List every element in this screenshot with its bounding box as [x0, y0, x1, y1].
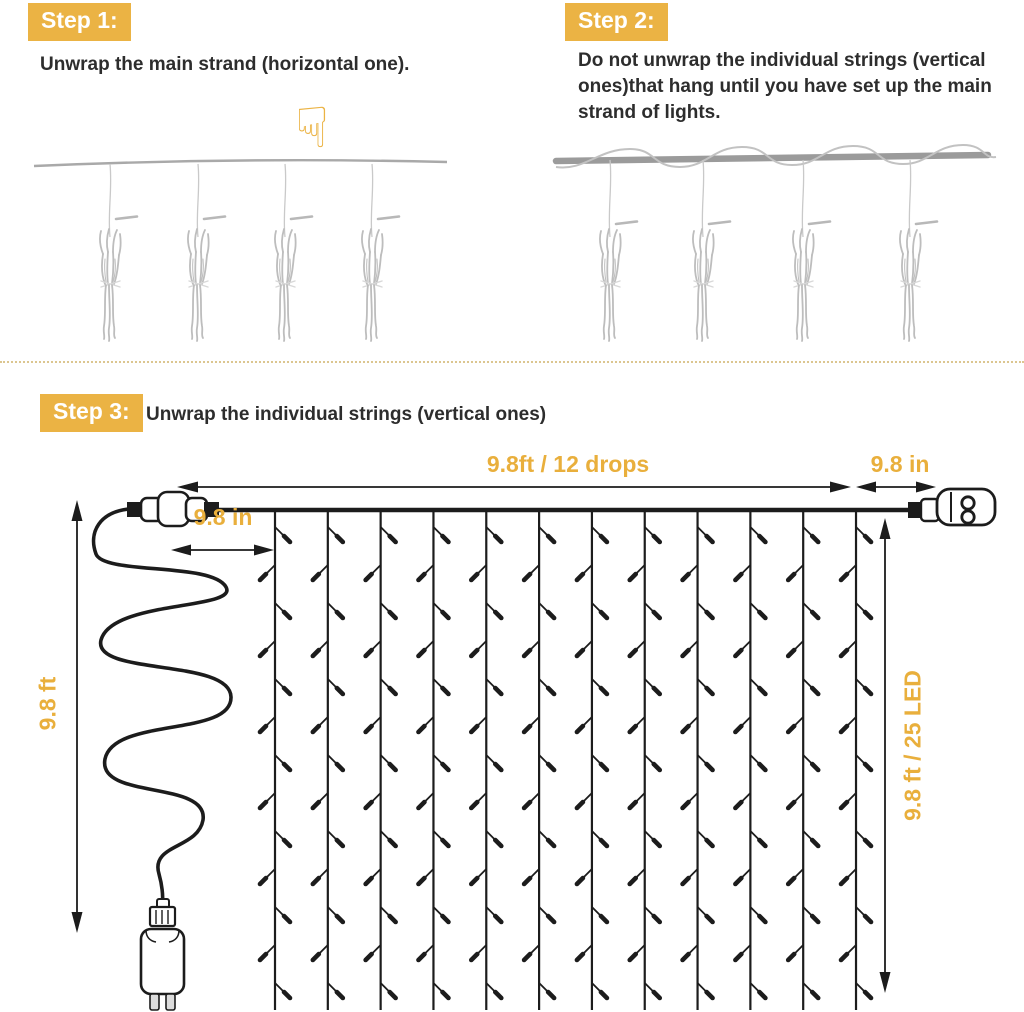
curtain-drop — [788, 510, 818, 1010]
wrapped-bundle — [362, 164, 399, 341]
wrapped-bundle — [600, 160, 637, 341]
step2-description: Do not unwrap the individual strings (vertical ones)that hang until you have set up the main strand of lights. — [578, 50, 992, 124]
step2-illustration — [556, 145, 996, 341]
curtain-drop — [524, 510, 554, 1010]
wrapped-bundle — [100, 164, 137, 341]
label-main-width: 9.8ft / 12 drops — [486, 451, 650, 477]
wrapped-bundle — [900, 160, 937, 341]
section-divider — [0, 361, 1024, 363]
wrapped-bundle — [275, 164, 312, 341]
curtain-drop — [630, 510, 660, 1010]
label-first-drop-gap: 9.8 in — [193, 504, 253, 530]
curtain-drop — [418, 510, 448, 1010]
wrapped-bundle — [693, 160, 730, 341]
curtain-drop — [366, 510, 396, 1010]
curtain-drop — [313, 510, 343, 1010]
label-end-gap: 9.8 in — [870, 451, 930, 477]
curtain-drop — [841, 510, 871, 1010]
pointing-hand-down-icon: ☟ — [295, 96, 330, 161]
power-plug — [141, 899, 184, 1010]
curtain-drop — [735, 510, 765, 1010]
curtain-drop — [471, 510, 501, 1010]
power-cord — [94, 509, 231, 902]
step2-badge: Step 2: — [565, 3, 668, 41]
wrapped-bundle — [188, 164, 225, 341]
curtain-drop — [577, 510, 607, 1010]
step1-description: Unwrap the main strand (horizontal one). — [40, 54, 410, 75]
curtain-drops — [260, 510, 871, 1010]
step1-badge: Step 1: — [28, 3, 131, 41]
step1-illustration — [34, 160, 447, 341]
curtain-drop — [260, 510, 290, 1010]
curtain-drop — [683, 510, 713, 1010]
label-drop-length: 9.8 ft / 25 LED — [899, 670, 926, 821]
step3-description: Unwrap the individual strings (vertical ones) — [146, 404, 547, 425]
dimension-arrows — [72, 482, 937, 994]
label-cord-length: 9.8 ft — [34, 676, 61, 731]
step3-badge: Step 3: — [40, 394, 143, 432]
step3-diagram — [72, 482, 996, 1011]
right-connector — [908, 489, 995, 525]
wrapped-bundle — [793, 160, 830, 341]
